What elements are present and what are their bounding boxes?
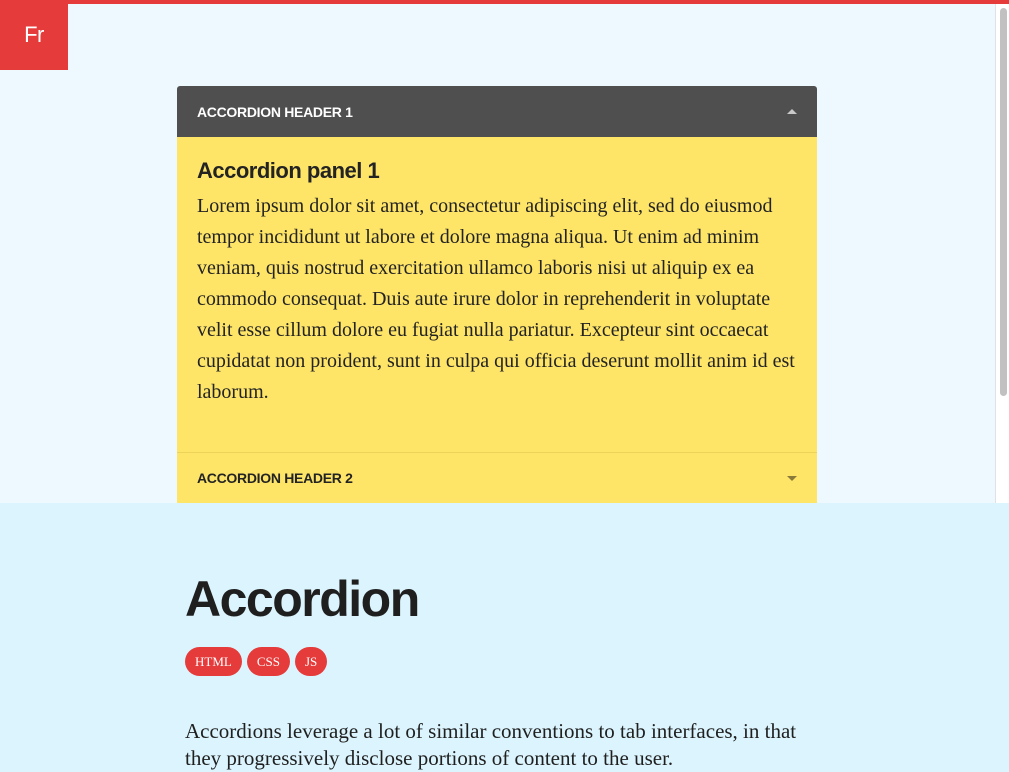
accordion-header-1-label: ACCORDION HEADER 1 [197, 103, 353, 120]
caret-down-icon [787, 476, 797, 481]
panel-title: Accordion panel 1 [197, 158, 380, 183]
scrollbar-thumb[interactable] [1000, 8, 1007, 396]
accordion-panel-1 [177, 137, 817, 452]
site-logo[interactable]: Fr [0, 0, 68, 70]
accordion [177, 86, 817, 503]
page-content [185, 503, 805, 772]
tag-list [185, 647, 805, 676]
demo-scrollbar[interactable] [995, 4, 1009, 503]
panel-body: Lorem ipsum dolor sit amet, consectetur adipiscing elit, sed do eiusmod tempor incididunt ut labore et dolore magna aliqua. Ut enim ad minim veniam, quis nostrud exercitation ullamco laboris nisi ut aliquip ex ea commodo consequat. Duis aute irure dolor in reprehenderit in voluptate velit esse cillum dolore eu fugiat nulla pariatur. Excepteur sint occaecat cupidatat non proident, sunt in culpa qui officia deserunt mollit anim id est laborum. [197, 195, 795, 403]
accordion-header-2-label: ACCORDION HEADER 2 [197, 470, 353, 486]
demo-frame [0, 4, 995, 503]
accordion-header-2[interactable] [177, 452, 817, 503]
tag-js[interactable]: JS [295, 647, 327, 676]
intro-paragraph: Accordions leverage a lot of similar conventions to tab interfaces, in that they progressively disclose portions of content to the user. [185, 719, 797, 770]
tag-css[interactable]: CSS [247, 647, 290, 676]
page-title: Accordion [185, 571, 419, 627]
tag-html[interactable]: HTML [185, 647, 242, 676]
caret-up-icon [787, 109, 797, 114]
accordion-header-1[interactable] [177, 86, 817, 137]
